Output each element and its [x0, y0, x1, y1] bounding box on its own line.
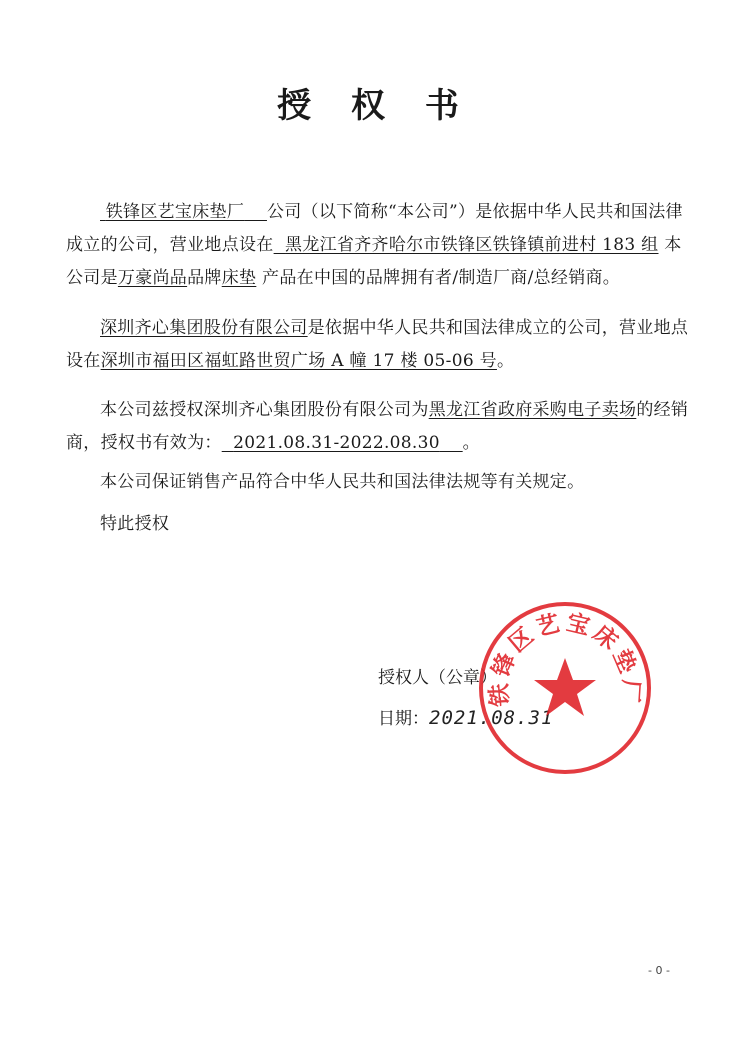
- authorizer-label: 授权人（公章）: [378, 668, 497, 688]
- principal-company-name: 铁锋区艺宝床垫厂: [105, 202, 245, 222]
- principal-address: 黑龙江省齐齐哈尔市铁锋区铁锋镇前进村 183 组: [285, 235, 659, 255]
- agent-address: 深圳市福田区福虹路世贸广场 A 幢 17 楼 05-06 号: [100, 351, 497, 371]
- agent-company-name: 深圳齐心集团股份有限公司: [100, 318, 308, 338]
- auth-text-1: 本公司兹授权深圳齐心集团股份有限公司为: [100, 400, 429, 420]
- paragraph-agent: [66, 312, 690, 378]
- brand-name: 万豪尚品: [117, 268, 188, 288]
- seal-star-icon: [534, 658, 596, 716]
- company-seal-icon: [475, 598, 655, 778]
- document-title: 授 权 书: [277, 86, 473, 126]
- principal-text-3: 品牌: [187, 268, 222, 288]
- paragraph-principal: [66, 196, 690, 295]
- paragraph-guarantee: 本公司保证销售产品符合中华人民共和国法律法规等有关规定。: [100, 472, 585, 492]
- principal-text-4: 产品在中国的品牌拥有者/制造厂商/总经销商。: [262, 268, 621, 288]
- handwritten-date: 2021.08.31: [429, 707, 554, 729]
- closing-phrase: 特此授权: [100, 514, 170, 534]
- agent-text-1: 是依据中华人民共和国法律成立的公司，营业地点设在: [66, 318, 689, 371]
- principal-text-1: 公司（以下简称“本公司”）是依据中华人民共和国法律成立的公司，营业地点设在: [66, 202, 683, 255]
- product-name: 床垫: [221, 268, 257, 288]
- date-label: 日期：: [378, 709, 429, 729]
- paragraph-authorization: [66, 394, 690, 460]
- auth-text-2: 的经销商，授权书有效为：: [66, 400, 689, 453]
- agent-text-2: 。: [496, 351, 515, 371]
- principal-text-2: 本公司是: [66, 235, 682, 288]
- auth-text-3: 。: [462, 433, 480, 453]
- sales-venue: 黑龙江省政府采购电子卖场: [428, 400, 637, 420]
- validity-period: 2021.08.31-2022.08.30: [233, 433, 440, 453]
- page-number: - 0 -: [648, 964, 670, 977]
- svg-text:铁锋区艺宝床垫厂: 铁锋区艺宝床垫厂: [486, 609, 644, 708]
